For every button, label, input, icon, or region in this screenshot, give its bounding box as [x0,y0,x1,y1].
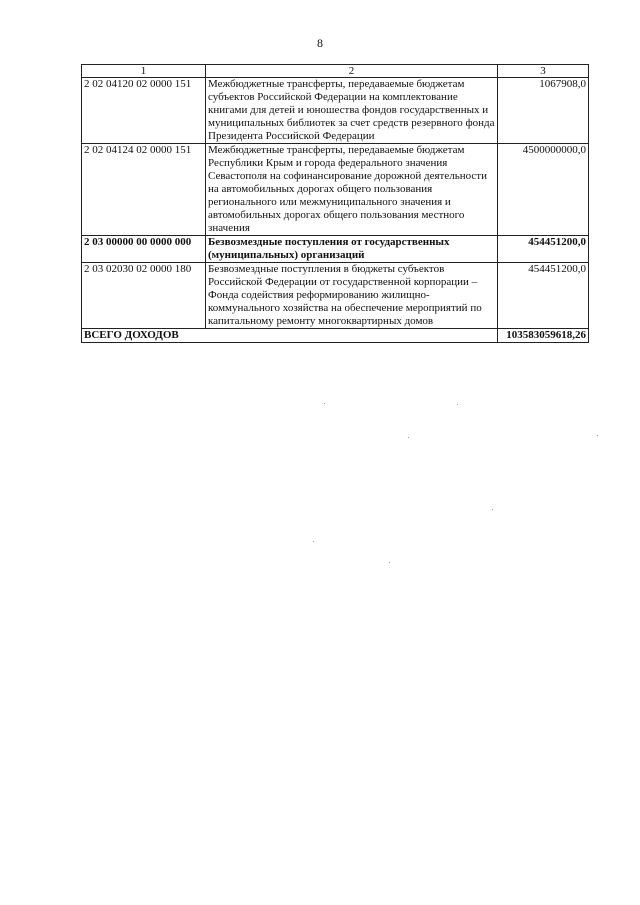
revenue-table [81,64,589,343]
revenue-name: Безвозмездные поступления от государственных (муниципальных) организаций [206,236,498,263]
scan-speck [313,541,314,542]
page-number: 8 [317,36,323,50]
revenue-name: Межбюджетные трансферты, передаваемые бюджетам Республики Крым и города федерального значения Севастополя на софинансирование дорожной деятельности на автомобильных дорогах общего пользования регионального или межмуниципального значения и автомобильных дорогах общего пользования местного значения [206,144,498,236]
scan-speck [492,509,493,510]
header-row [82,65,589,78]
revenue-name: Безвозмездные поступления в бюджеты субъектов Российской Федерации от государственной корпорации – Фонда содействия реформированию жилищно-коммунального хозяйства на обеспечение мероприятий по капитальному ремонту многоквартирных домов [206,263,498,329]
column-header-amount: 3 [498,65,589,78]
total-amount: 103583059618,26 [498,329,589,343]
revenue-amount: 4500000000,0 [498,144,589,236]
scan-speck [597,435,598,436]
scan-speck [389,562,390,563]
total-label: ВСЕГО ДОХОДОВ [82,329,498,343]
total-row [82,329,589,343]
budget-code: 2 03 02030 02 0000 180 [82,263,206,329]
column-header-name: 2 [206,65,498,78]
budget-code: 2 02 04124 02 0000 151 [82,144,206,236]
column-header-code: 1 [82,65,206,78]
table-row [82,78,589,144]
budget-code: 2 03 00000 00 0000 000 [82,236,206,263]
scan-speck [408,437,409,438]
scan-speck [457,404,458,405]
table-row [82,144,589,236]
budget-code: 2 02 04120 02 0000 151 [82,78,206,144]
table-row [82,236,589,263]
scan-speck [324,403,325,404]
revenue-amount: 454451200,0 [498,263,589,329]
table-row [82,263,589,329]
revenue-name: Межбюджетные трансферты, передаваемые бюджетам субъектов Российской Федерации на комплектование книгами для детей и юношества фондов государственных и муниципальных библиотек за счет средств резервного фонда Президента Российской Федерации [206,78,498,144]
revenue-amount: 454451200,0 [498,236,589,263]
revenue-amount: 1067908,0 [498,78,589,144]
